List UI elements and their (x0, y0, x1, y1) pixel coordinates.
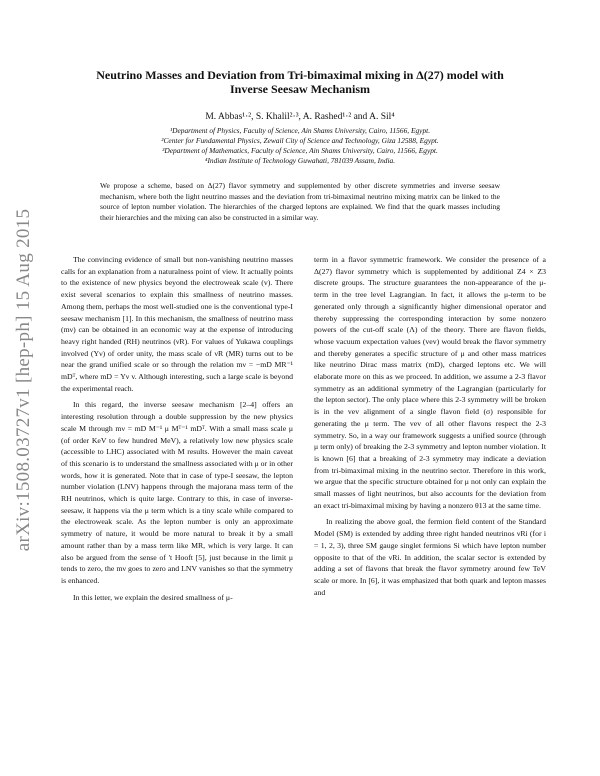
paragraph: term in a flavor symmetric framework. We consider the presence of a Δ(27) flavor symmetry which is supplemented by additional Z4 × Z3 discrete groups. The structure guarantees the non-appearance of the μ-term in the tree level Lagrangian. In fact, it allows the μ-term to be generated only through a significantly higher dimensional operator and thereby suppressing the corresponding interaction by some nonzero powers of the cut-off scale (Λ) of the theory. There are flavon fields, whose vacuum expectation values (vev) would break the flavor symmetry and thereby generates a specific structure of μ and other mass matrices like neutrino Dirac mass matrix (mD), charged leptons etc. We will elaborate more on this as we proceed. In addition, we assume a 2-3 flavor symmetry as an additional symmetry of the Lagrangian (particularly for the lepton sector). The only place where this 2-3 symmetry will be broken is in the vev alignment of a single flavon field (σ) responsible for generating the μ term. The vev of all other flavons respect the 2-3 symmetry. So, in a way our framework suggests a unified source (through μ term only) of breaking the 2-3 symmetry and lepton number violation. It is known [6] that a breaking of 2-3 symmetry may indicate a deviation from tri-bimaximal mixing in the neutrino sector. Therefore in this work, we argue that the specific structure obtained for μ not only can explain the small masses of light neutrinos, but also accounts for the deviation from an exact tri-bimaximal mixing by having a nonzero θ13 at the same time. (314, 255, 546, 510)
arxiv-id-text: arXiv:1508.03727v1 [hep-ph] 15 Aug 2015 (13, 208, 34, 552)
paragraph: In realizing the above goal, the fermion field content of the Standard Model (SM) is extended by adding three right handed neutrinos νRi (for i = 1, 2, 3), three SM gauge singlet fermions Si which have lepton number opposite to that of the νRi. In addition, the scalar sector is extended by adding a set of flavons that break the flavor symmetry around few TeV scale or more. In [6], it was emphasized that both quark and lepton masses and (314, 517, 546, 597)
abstract: We propose a scheme, based on Δ(27) flavor symmetry and supplemented by other discrete symmetries and inverse seesaw mechanism, where both the light neutrino masses and the deviation from tri-bimaximal neutrino mixing matrix can be linked to the source of lepton number violation. The hierarchies of the charged leptons are explained. We find that the quark masses including their hierarchies and the mixing can also be constructed in a similar way. (100, 181, 500, 222)
affiliation-2: ²Center for Fundamental Physics, Zewail City of Science and Technology, Giza 12588, Egypt. (161, 136, 439, 145)
paragraph: The convincing evidence of small but non-vanishing neutrino masses calls for an explanation from a naturalness point of view. It actually points to the existence of new physics beyond the electroweak scale (v). There exist several scenarios to explain this smallness of neutrino masses. Among them, perhaps the most well-studied one is the conventional type-I seesaw mechanism [1]. In this mechanism, the smallness of neutrino mass (mν) can be obtained in an economic way at the expense of introducing heavy right handed (RH) neutrinos (νR). For values of Yukawa couplings involved (Yν) of order unity, the mass scale of νR (MR) turns out to be near the grand unified scale or so through the relation mν = −mD MR⁻¹ mDᵀ, where mD = Yν v. Although interesting, such a large scale is beyond the experimental reach. (61, 255, 293, 393)
paragraph: In this letter, we explain the desired smallness of μ- (73, 592, 233, 602)
paper-title (60, 68, 540, 96)
affiliation-3: ³Department of Mathematics, Faculty of Science, Ain Shams University, Cairo, 11566, Egypt. (162, 146, 438, 155)
arxiv-identifier (10, 190, 38, 570)
title-line-1: Neutrino Masses and Deviation from Tri-bimaximal mixing in Δ(27) model with (96, 68, 504, 82)
title-line-2: Inverse Seesaw Mechanism (230, 82, 370, 96)
paragraph: In this regard, the inverse seesaw mechanism [2–4] offers an interesting resolution through a double suppression by the new physics scale M through mν = mD M⁻¹ μ Mᵀ⁻¹ mDᵀ. With a small mass scale μ (of order KeV to few hundred MeV), a relatively low new physics scale (accessible to LHC) associated with M results. However the main caveat of this scenario is to understand the smallness associated with μ or in other words, how it is generated. Note that in case of type-I seesaw, the lepton number violation (LNV) happens through the majorana mass term of the RH neutrinos, which is quite large. Contrary to this, in case of inverse-seesaw, it happens via the μ term which is a tiny scale while compared to the electroweak scale. As the lepton number is only an approximate symmetry of nature, it would be more natural to break it by a small amount rather than by a mass term like MR, which is very large. It can also be argued from the sense of 't Hooft [5], just because in the limit μ tends to zero, the mν goes to zero and LNV vanishes so that the symmetry is enhanced. (61, 400, 293, 585)
author-list: M. Abbas¹·², S. Khalil²·³, A. Rashed¹·² and A. Sil⁴ (205, 112, 395, 122)
right-column (314, 254, 546, 598)
affiliation-1: ¹Department of Physics, Faculty of Science, Ain Shams University, Cairo, 11566, Egypt. (169, 126, 431, 135)
left-column (61, 254, 293, 603)
affiliations (60, 126, 540, 166)
affiliation-4: ⁴Indian Institute of Technology Guwahati, 781039 Assam, India. (204, 156, 396, 165)
